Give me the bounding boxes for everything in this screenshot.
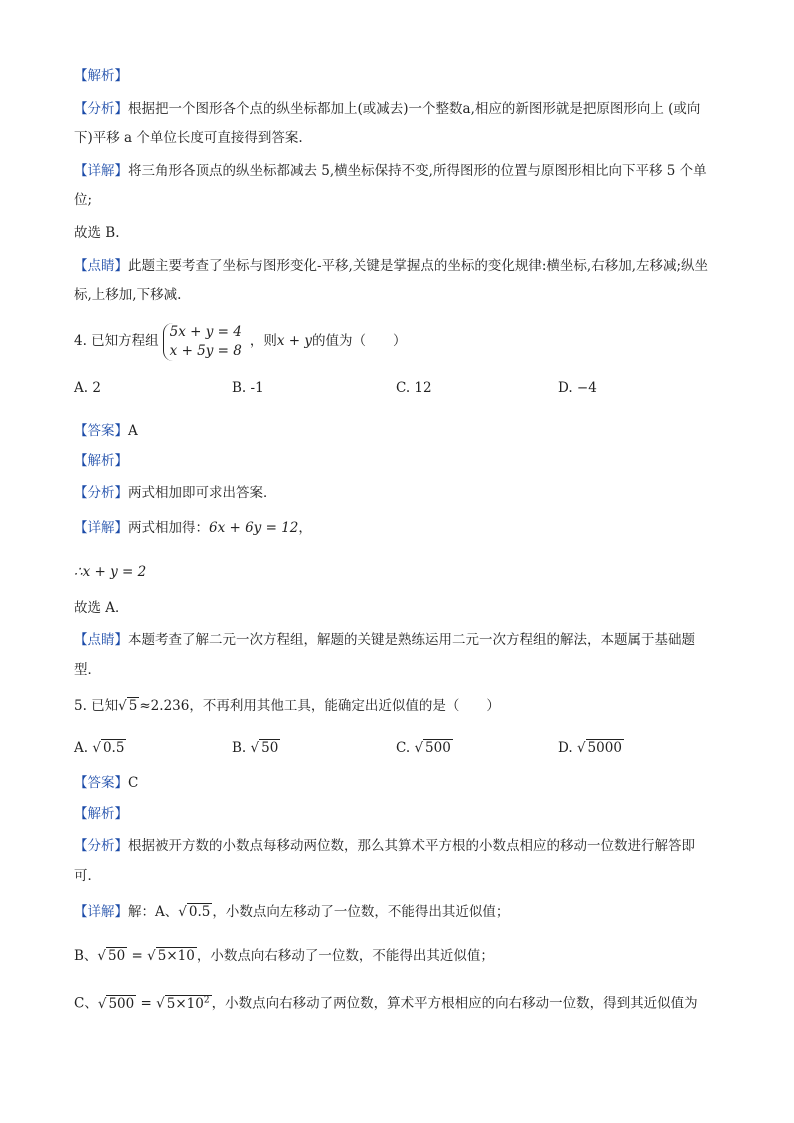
q4-option-a: A. 2 xyxy=(74,380,101,396)
q5-xj-b-sqrt2: √ 5×10 xyxy=(147,948,195,964)
jiexi-heading xyxy=(74,66,128,86)
q4-jiexi xyxy=(74,451,128,471)
q5-stem xyxy=(74,696,500,716)
q5-xiangjie-a xyxy=(74,902,509,922)
q5-xj-b-rad2: 5×10 xyxy=(157,948,195,964)
q5-option-d-sqrt: √ 5000 xyxy=(576,740,622,756)
q3-xiangjie-line1 xyxy=(74,161,707,181)
q3-dianjing-text: 此题主要考查了坐标与图形变化-平移,关键是掌握点的坐标的变化规律:横坐标,右移加,左移减;纵坐 xyxy=(128,258,709,274)
jiexi-tag: 【解析】 xyxy=(74,453,128,469)
q5-option-a-label: A. xyxy=(74,740,89,756)
q3-xiangjie-text-2: 位; xyxy=(74,192,93,208)
q5-option-c xyxy=(396,738,453,758)
q5-option-c-value: 500 xyxy=(425,740,451,756)
q3-dianjing-text-2: 标,上移加,下移减. xyxy=(74,287,182,303)
q5-xj-c-post: ，小数点向右移动了两位数，算术平方根相应的向右移动一位数，得到其近似值为 xyxy=(211,995,698,1012)
daan-tag: 【答案】 xyxy=(74,775,128,791)
q5-option-b-value: 50 xyxy=(261,740,279,756)
q5-xj-c-rad1: 500 xyxy=(108,995,135,1012)
q5-sqrt5-radicand: 5 xyxy=(128,698,138,714)
q4-dianjing-line2 xyxy=(74,660,101,680)
q5-fenxi-line2 xyxy=(74,866,101,886)
q5-option-a xyxy=(74,738,126,758)
q4-stem xyxy=(74,320,407,362)
q4-answer xyxy=(74,421,138,441)
xiangjie-tag: 【详解】 xyxy=(74,904,128,920)
jiexi-tag: 【解析】 xyxy=(74,68,128,84)
q5-option-d-label: D. xyxy=(558,740,573,756)
q5-option-a-sqrt: √ 0.5 xyxy=(92,740,125,756)
q5-xj-c-pre: C、 xyxy=(74,995,98,1012)
q5-xj-a-pre: 解：A、 xyxy=(128,904,179,920)
q4-therefore xyxy=(74,562,146,582)
q5-xj-b-post: ，小数点向右移动了一位数，不能得出其近似值； xyxy=(196,948,494,964)
q5-approx: ≈2.236，不再利用其他工具，能确定出近似值的是（ ） xyxy=(139,698,500,714)
q5-xj-a-sqrt: √ 0.5 xyxy=(178,904,211,920)
q5-jiexi xyxy=(74,804,128,824)
q5-xj-c-sqrt2: √ $5\times 10^2$ xyxy=(156,995,210,1012)
q4-fenxi xyxy=(74,483,277,503)
q3-fenxi-line2 xyxy=(74,128,303,148)
q3-fenxi-text: 根据把一个图形各个点的纵坐标都加上(或减去)一个整数a,相应的新图形就是把原图形向上 (或向 xyxy=(128,101,701,117)
q5-option-d-value: 5000 xyxy=(587,740,622,756)
q5-answer xyxy=(74,773,138,793)
q5-xj-a-post: ，小数点向左移动了一位数，不能得出其近似值； xyxy=(212,904,510,920)
q5-fenxi-text: 根据被开方数的小数点每移动两位数，那么其算术平方根的小数点相应的移动一位数进行解答即 xyxy=(128,838,695,854)
dianjing-tag: 【点睛】 xyxy=(74,258,128,274)
fenxi-tag: 【分析】 xyxy=(74,485,128,501)
q4-dianjing-line1 xyxy=(74,630,695,650)
q4-xiangjie-post: ， xyxy=(298,520,312,536)
q5-xj-b-rad1: 50 xyxy=(108,948,126,964)
q4-mid: ，则 xyxy=(249,333,277,349)
q3-fenxi-line1 xyxy=(74,99,700,119)
q4-fenxi-text: 两式相加即可求出答案． xyxy=(128,485,277,501)
q3-fenxi-text-2: 下)平移 a 个单位长度可直接得到答案. xyxy=(74,130,303,146)
q5-option-b-label: B. xyxy=(232,740,247,756)
q5-fenxi-line1 xyxy=(74,836,695,856)
q5-answer-value: C xyxy=(128,775,139,791)
q4-xiangjie-eq: 6x + 6y = 12 xyxy=(209,520,299,536)
q4-dianjing-text-2: 型． xyxy=(74,662,101,678)
q5-option-a-value: 0.5 xyxy=(102,740,125,756)
q5-prefix: 5. 已知 xyxy=(74,698,119,714)
jiexi-tag: 【解析】 xyxy=(74,806,128,822)
q5-option-b xyxy=(232,738,280,758)
q4-choice xyxy=(74,598,129,618)
q5-xiangjie-c: C、√ 500 = √ $5\times 10^2$ ，小数点向右移动了两位数，算术平方根相应的向右移动一位数，得到其近似值为 xyxy=(74,990,698,1014)
q5-sqrt5: √ 5 xyxy=(118,698,138,714)
q4-choice-text: 故选 A． xyxy=(74,600,129,616)
q3-xiangjie-line2 xyxy=(74,190,92,210)
q4-suffix: 的值为（ ） xyxy=(312,333,407,349)
q4-equation-system xyxy=(163,323,246,361)
fenxi-tag: 【分析】 xyxy=(74,838,128,854)
q4-equation-2: x + 5y = 8 xyxy=(169,342,242,359)
q4-xiangjie-pre: 两式相加得： xyxy=(128,520,209,536)
q5-option-c-sqrt: √ 500 xyxy=(414,740,451,756)
q4-answer-value: A xyxy=(128,423,138,439)
q4-option-d: D. −4 xyxy=(558,380,597,396)
q4-dianjing-text: 本题考查了解二元一次方程组，解题的关键是熟练运用二元一次方程组的解法，本题属于基础题 xyxy=(128,632,695,648)
daan-tag: 【答案】 xyxy=(74,423,128,439)
q5-xj-b-sqrt1: √ 50 xyxy=(97,948,126,964)
q3-dianjing-line2 xyxy=(74,285,181,305)
xiangjie-tag: 【详解】 xyxy=(74,520,128,536)
q5-xj-c-exp: 2 xyxy=(203,995,210,1005)
q5-xiangjie-b: B、√ 50 = √ 5×10 ，小数点向右移动了一位数，不能得出其近似值； xyxy=(74,948,494,964)
q4-therefore-text: ∴x + y = 2 xyxy=(74,564,147,580)
q4-option-b: B. -1 xyxy=(232,380,264,396)
q3-choice-text: 故选 B. xyxy=(74,225,120,241)
q5-xj-b-pre: B、 xyxy=(74,948,98,964)
q4-option-c: C. 12 xyxy=(396,380,432,396)
q4-xiangjie xyxy=(74,518,312,538)
q5-xj-c-sqrt1: √ 500 xyxy=(97,995,135,1012)
q5-xj-a-rad: 0.5 xyxy=(188,904,211,920)
q3-choice xyxy=(74,223,120,243)
q5-fenxi-text-2: 可． xyxy=(74,868,101,884)
q4-equation-1: 5x + y = 4 xyxy=(169,323,242,340)
q3-xiangjie-text: 将三角形各顶点的纵坐标都减去 5,横坐标保持不变,所得图形的位置与原图形相比向下平移 5 个单 xyxy=(128,163,707,179)
q4-expr: x + y xyxy=(276,333,313,349)
q4-prefix: 4. 已知方程组 xyxy=(74,333,159,349)
q5-xj-c-rad2: 5×10 xyxy=(166,995,204,1012)
q3-dianjing-line1 xyxy=(74,256,708,276)
dianjing-tag: 【点睛】 xyxy=(74,632,128,648)
xiangjie-tag: 【详解】 xyxy=(74,163,128,179)
q5-option-c-label: C. xyxy=(396,740,411,756)
fenxi-tag: 【分析】 xyxy=(74,101,128,117)
q5-option-d xyxy=(558,738,624,758)
q5-option-b-sqrt: √ 50 xyxy=(250,740,279,756)
